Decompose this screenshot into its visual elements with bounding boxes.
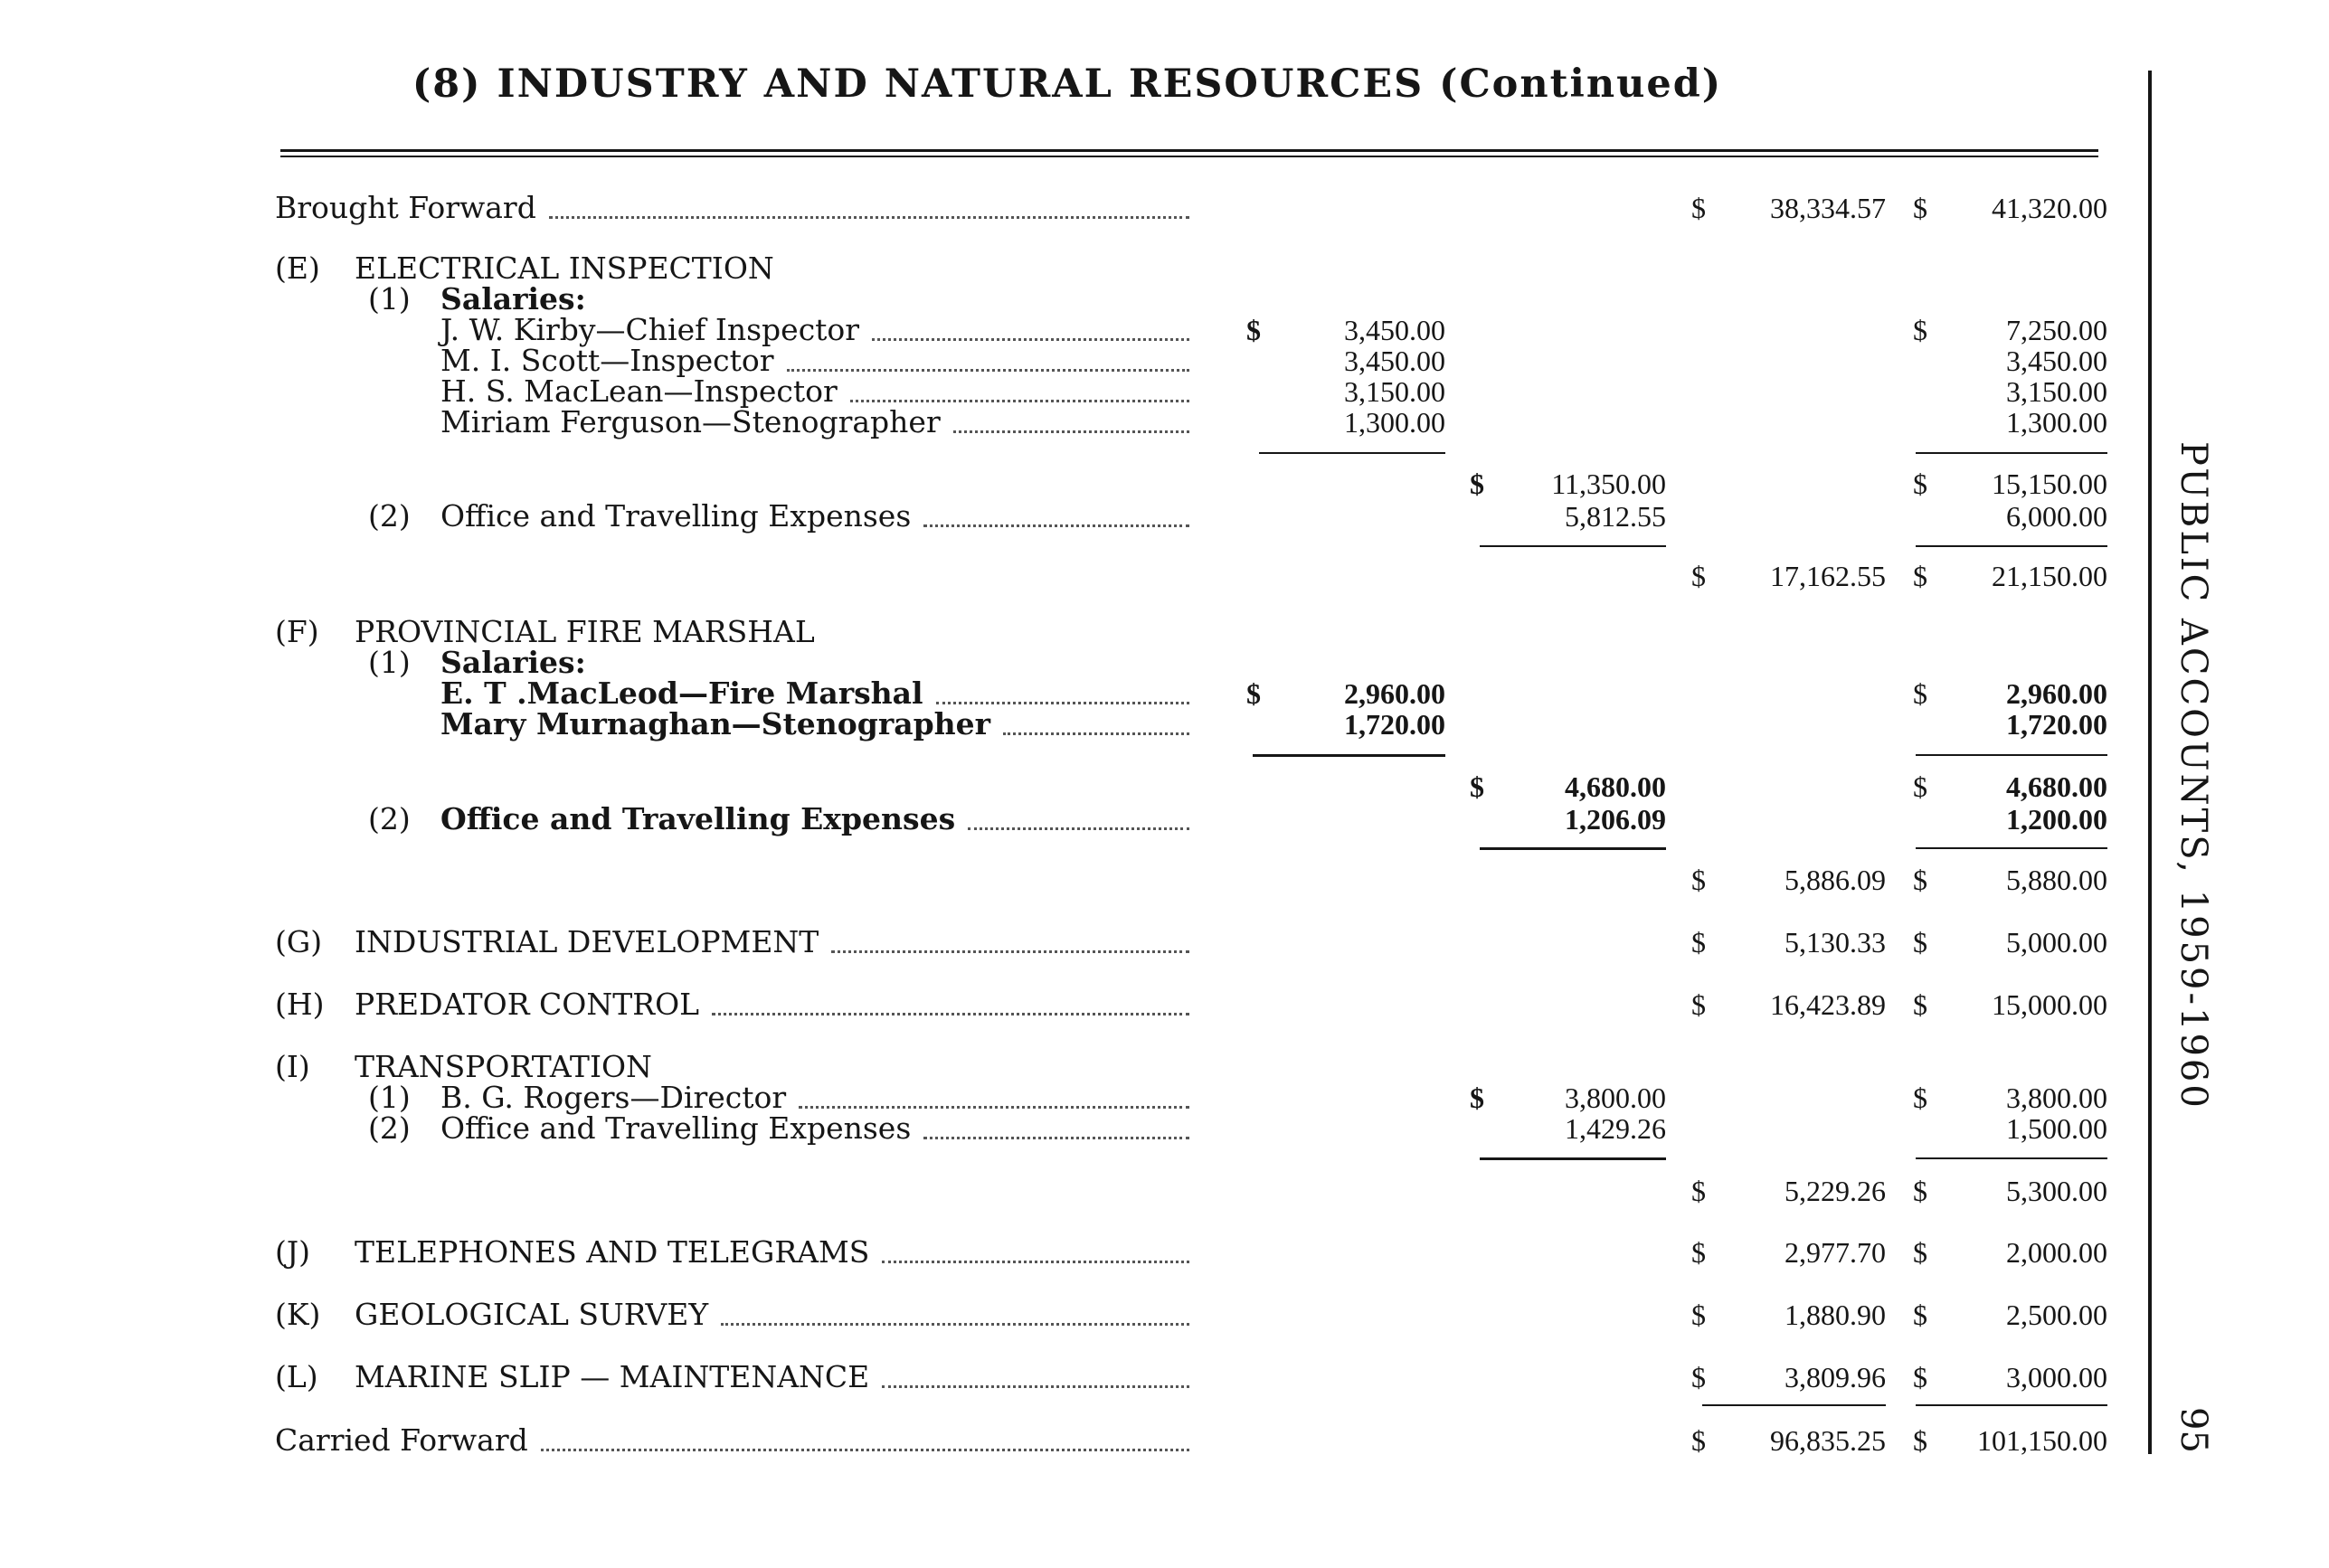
amount-c4: 2,000.00 (2006, 1236, 2107, 1269)
dot-leader (721, 1323, 1189, 1326)
dollar-sign: $ (1691, 864, 1706, 896)
dollar-sign: $ (1913, 560, 1927, 592)
dot-leader (549, 216, 1189, 219)
dollar-sign: $ (1913, 1236, 1927, 1269)
dollar-sign: $ (1691, 560, 1706, 592)
row-label: TRANSPORTATION (355, 1049, 652, 1084)
dot-leader (923, 524, 1189, 527)
amount-c3: 2,977.70 (1785, 1236, 1886, 1269)
subtotal-rule (1916, 1157, 2107, 1159)
section-prefix: (I) (275, 1049, 310, 1084)
amount-c4: 4,680.00 (2006, 770, 2107, 803)
row-label: MARINE SLIP — MAINTENANCE (355, 1359, 870, 1394)
subtotal-rule (1253, 754, 1445, 757)
row-label: Miriam Ferguson—Stenographer (440, 404, 941, 439)
amount-c2: 5,812.55 (1565, 500, 1666, 533)
section-prefix: (F) (275, 614, 319, 649)
amount-c2: 4,680.00 (1565, 770, 1666, 803)
amount-c3: 38,334.57 (1770, 192, 1886, 224)
amount-c4: 2,500.00 (2006, 1299, 2107, 1331)
dollar-sign: $ (1470, 1082, 1484, 1114)
dollar-sign: $ (1913, 314, 1927, 346)
amount-c1: 3,450.00 (1344, 345, 1445, 377)
subtotal-rule (1702, 1404, 1886, 1406)
dollar-sign: $ (1246, 677, 1261, 710)
row-label: H. S. MacLean—Inspector (440, 373, 838, 409)
dollar-sign: $ (1913, 677, 1927, 710)
title-rule-bottom (280, 156, 2098, 157)
section-prefix: (J) (275, 1234, 310, 1270)
amount-c3: 5,130.33 (1785, 926, 1886, 959)
row-label: INDUSTRIAL DEVELOPMENT (355, 924, 819, 959)
amount-c4: 15,000.00 (1992, 988, 2107, 1021)
amount-c3: 3,809.96 (1785, 1361, 1886, 1393)
subtotal-rule (1480, 847, 1666, 850)
amount-c3: 16,423.89 (1770, 988, 1886, 1021)
dot-leader (953, 430, 1189, 433)
amount-c4: 3,450.00 (2006, 345, 2107, 377)
row-label: Mary Murnaghan—Stenographer (440, 706, 991, 741)
dollar-sign: $ (1913, 1299, 1927, 1331)
amount-c4: 6,000.00 (2006, 500, 2107, 533)
row-label: Office and Travelling Expenses (440, 1110, 912, 1146)
amount-c1: 2,960.00 (1344, 677, 1445, 710)
dot-leader (923, 1137, 1189, 1139)
amount-c2: 3,800.00 (1565, 1082, 1666, 1114)
row-label: Office and Travelling Expenses (440, 801, 956, 836)
dot-leader (831, 950, 1189, 953)
amount-c3: 96,835.25 (1770, 1424, 1886, 1457)
page-title: (8) INDUSTRY AND NATURAL RESOURCES (Continued) (412, 61, 1723, 107)
dollar-sign: $ (1913, 468, 1927, 500)
amount-c1: 1,720.00 (1344, 708, 1445, 741)
dot-leader (872, 338, 1189, 341)
dollar-sign: $ (1470, 770, 1484, 803)
row-label: Salaries: (440, 281, 586, 316)
amount-c4: 15,150.00 (1992, 468, 2107, 500)
amount-c1: 1,300.00 (1344, 406, 1445, 439)
subtotal-rule (1259, 452, 1445, 454)
amount-c4: 1,720.00 (2006, 708, 2107, 741)
dot-leader (968, 827, 1189, 830)
dot-leader (850, 400, 1189, 402)
amount-c4: 1,500.00 (2006, 1112, 2107, 1145)
amount-c4: 1,300.00 (2006, 406, 2107, 439)
amount-c4: 5,880.00 (2006, 864, 2107, 896)
margin-rule (2148, 71, 2152, 1454)
subtotal-rule (1916, 754, 2107, 756)
dot-leader (882, 1385, 1189, 1388)
dollar-sign: $ (1913, 770, 1927, 803)
amount-c4: 2,960.00 (2006, 677, 2107, 710)
amount-c2: 1,429.26 (1565, 1112, 1666, 1145)
amount-c1: 3,450.00 (1344, 314, 1445, 346)
dollar-sign: $ (1691, 988, 1706, 1021)
dollar-sign: $ (1913, 1424, 1927, 1457)
amount-c3: 1,880.90 (1785, 1299, 1886, 1331)
section-prefix: (K) (275, 1297, 321, 1332)
dot-leader (882, 1261, 1189, 1263)
dot-leader (712, 1013, 1189, 1015)
row-label: GEOLOGICAL SURVEY (355, 1297, 709, 1332)
section-prefix: (1) (368, 645, 411, 680)
dollar-sign: $ (1246, 314, 1261, 346)
dot-leader (936, 702, 1189, 704)
amount-c4: 3,000.00 (2006, 1361, 2107, 1393)
dollar-sign: $ (1913, 864, 1927, 896)
row-label: M. I. Scott—Inspector (440, 343, 774, 378)
row-label: Carried Forward (275, 1422, 528, 1458)
section-prefix: (2) (368, 801, 411, 836)
dot-leader (799, 1106, 1189, 1109)
section-prefix: (L) (275, 1359, 318, 1394)
dollar-sign: $ (1691, 1175, 1706, 1207)
row-label: Salaries: (440, 645, 586, 680)
row-label: J. W. Kirby—Chief Inspector (440, 312, 860, 347)
dollar-sign: $ (1913, 1175, 1927, 1207)
running-head: PUBLIC ACCOUNTS, 1959-1960 (2173, 441, 2214, 1110)
subtotal-rule (1916, 847, 2107, 849)
amount-c3: 5,886.09 (1785, 864, 1886, 896)
dollar-sign: $ (1691, 1424, 1706, 1457)
amount-c4: 1,200.00 (2006, 803, 2107, 836)
row-label: ELECTRICAL INSPECTION (355, 250, 774, 286)
subtotal-rule (1480, 545, 1666, 547)
section-prefix: (E) (275, 250, 320, 286)
row-label: PROVINCIAL FIRE MARSHAL (355, 614, 815, 649)
dollar-sign: $ (1913, 988, 1927, 1021)
section-prefix: (1) (368, 1080, 411, 1115)
row-label: Brought Forward (275, 190, 536, 225)
amount-c1: 3,150.00 (1344, 375, 1445, 408)
row-label: PREDATOR CONTROL (355, 987, 700, 1022)
row-label: TELEPHONES AND TELEGRAMS (355, 1234, 870, 1270)
amount-c2: 1,206.09 (1565, 803, 1666, 836)
amount-c4: 5,000.00 (2006, 926, 2107, 959)
section-prefix: (G) (275, 924, 323, 959)
subtotal-rule (1480, 1157, 1666, 1160)
amount-c4: 21,150.00 (1992, 560, 2107, 592)
dollar-sign: $ (1913, 192, 1927, 224)
amount-c4: 7,250.00 (2006, 314, 2107, 346)
dollar-sign: $ (1913, 1361, 1927, 1393)
section-prefix: (H) (275, 987, 325, 1022)
dollar-sign: $ (1691, 1236, 1706, 1269)
dollar-sign: $ (1691, 1299, 1706, 1331)
row-label: B. G. Rogers—Director (440, 1080, 787, 1115)
amount-c3: 5,229.26 (1785, 1175, 1886, 1207)
page-number: 95 (2173, 1407, 2214, 1453)
amount-c4: 3,800.00 (2006, 1082, 2107, 1114)
amount-c4: 3,150.00 (2006, 375, 2107, 408)
section-prefix: (1) (368, 281, 411, 316)
row-label: Office and Travelling Expenses (440, 498, 912, 534)
dollar-sign: $ (1691, 926, 1706, 959)
amount-c3: 17,162.55 (1770, 560, 1886, 592)
dollar-sign: $ (1913, 926, 1927, 959)
dot-leader (541, 1449, 1189, 1451)
dot-leader (787, 369, 1189, 372)
dollar-sign: $ (1913, 1082, 1927, 1114)
amount-c4: 41,320.00 (1992, 192, 2107, 224)
dot-leader (1003, 732, 1189, 735)
dollar-sign: $ (1470, 468, 1484, 500)
subtotal-rule (1916, 452, 2107, 454)
amount-c2: 11,350.00 (1551, 468, 1666, 500)
row-label: E. T .MacLeod—Fire Marshal (440, 675, 923, 711)
subtotal-rule (1916, 1404, 2107, 1406)
section-prefix: (2) (368, 1110, 411, 1146)
dollar-sign: $ (1691, 192, 1706, 224)
title-rule-top (280, 149, 2098, 152)
section-prefix: (2) (368, 498, 411, 534)
amount-c4: 5,300.00 (2006, 1175, 2107, 1207)
amount-c4: 101,150.00 (1977, 1424, 2107, 1457)
subtotal-rule (1916, 545, 2107, 547)
dollar-sign: $ (1691, 1361, 1706, 1393)
